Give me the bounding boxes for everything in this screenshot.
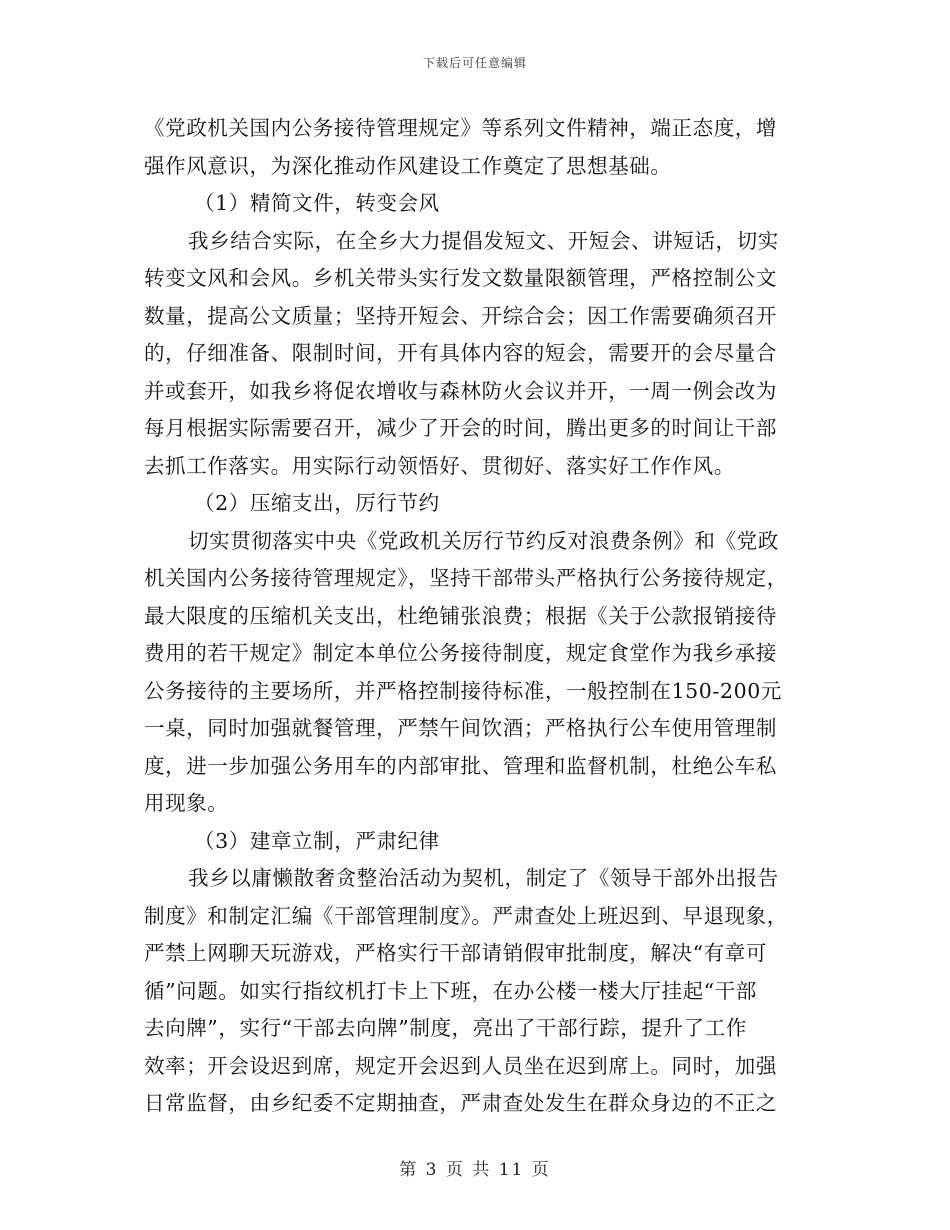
body-line: 严禁上网聊天玩游戏，严格实行干部请销假审批制度，解决“有章可 (144, 941, 767, 965)
body-line: 每月根据实际需要召开，减少了开会的时间，腾出更多的时间让干部 (144, 416, 777, 440)
body-line: 效率；开会设迟到席，规定开会迟到人员坐在迟到席上。同时，加强 (144, 1053, 777, 1078)
body-line: 去向牌”，实行“干部去向牌”制度，亮出了干部行踪，提升了工作 (144, 1016, 747, 1040)
body-line: 制度》和制定汇编《干部管理制度》。严肃查处上班迟到、早退现象， (144, 903, 788, 928)
body-line: 循”问题。如实行指纹机打卡上下班，在办公楼一楼大厅挂起“干部 (144, 978, 757, 1003)
body-line: 数量，提高公文质量；坚持开短会、开综合会；因工作需要确须召开 (144, 303, 777, 328)
section-heading: （1）精简文件，转变会风 (194, 191, 440, 215)
body-line: 的，仔细准备、限制时间，开有具体内容的短会，需要开的会尽量合 (144, 341, 777, 365)
body-line: 去抓工作落实。用实际行动领悟好、贯彻好、落实好工作作风。 (144, 453, 735, 478)
section-heading: （2）压缩支出，厉行节约 (194, 491, 440, 515)
body-line: 公务接待的主要场所，并严格控制接待标准，一般控制在150-200元 (144, 678, 782, 703)
document-body (144, 110, 796, 1123)
body-line: 费用的若干规定》制定本单位公务接待制度，规定食堂作为我乡承接 (144, 641, 777, 665)
body-line: 度，进一步加强公务用车的内部审批、管理和监督机制，杜绝公车私 (144, 753, 777, 778)
paragraph-first-line: 切实贯彻落实中央《党政机关厉行节约反对浪费条例》和《党政 (188, 528, 779, 553)
section-heading: （3）建章立制，严肃纪律 (194, 828, 440, 853)
body-line: 用现象。 (144, 791, 229, 815)
page-footer: 第 3 页 共 11 页 (399, 1160, 551, 1180)
body-line: 强作风意识，为深化推动作风建设工作奠定了思想基础。 (144, 153, 672, 178)
body-line: 日常监督，由乡纪委不定期抽查，严肃查处发生在群众身边的不正之 (144, 1091, 777, 1115)
body-line: 《党政机关国内公务接待管理规定》等系列文件精神，端正态度，增 (144, 116, 777, 140)
page-header: 下载后可任意编辑 (422, 56, 527, 70)
body-line: 转变文风和会风。乡机关带头实行发文数量限额管理，严格控制公文 (144, 266, 777, 290)
body-line: 一桌，同时加强就餐管理，严禁午间饮酒；严格执行公车使用管理制 (144, 716, 777, 740)
body-line: 最大限度的压缩机关支出，杜绝铺张浪费；根据《关于公款报销接待 (144, 603, 777, 628)
body-line: 并或套开，如我乡将促农增收与森林防火会议并开，一周一例会改为 (144, 378, 777, 403)
paragraph-first-line: 我乡以庸懒散奢贪整治活动为契机，制定了《领导干部外出报告 (188, 866, 779, 890)
body-line: 机关国内公务接待管理规定》，坚持干部带头严格执行公务接待规定， (144, 566, 788, 590)
paragraph-first-line: 我乡结合实际，在全乡大力提倡发短文、开短会、讲短话，切实 (188, 228, 779, 253)
